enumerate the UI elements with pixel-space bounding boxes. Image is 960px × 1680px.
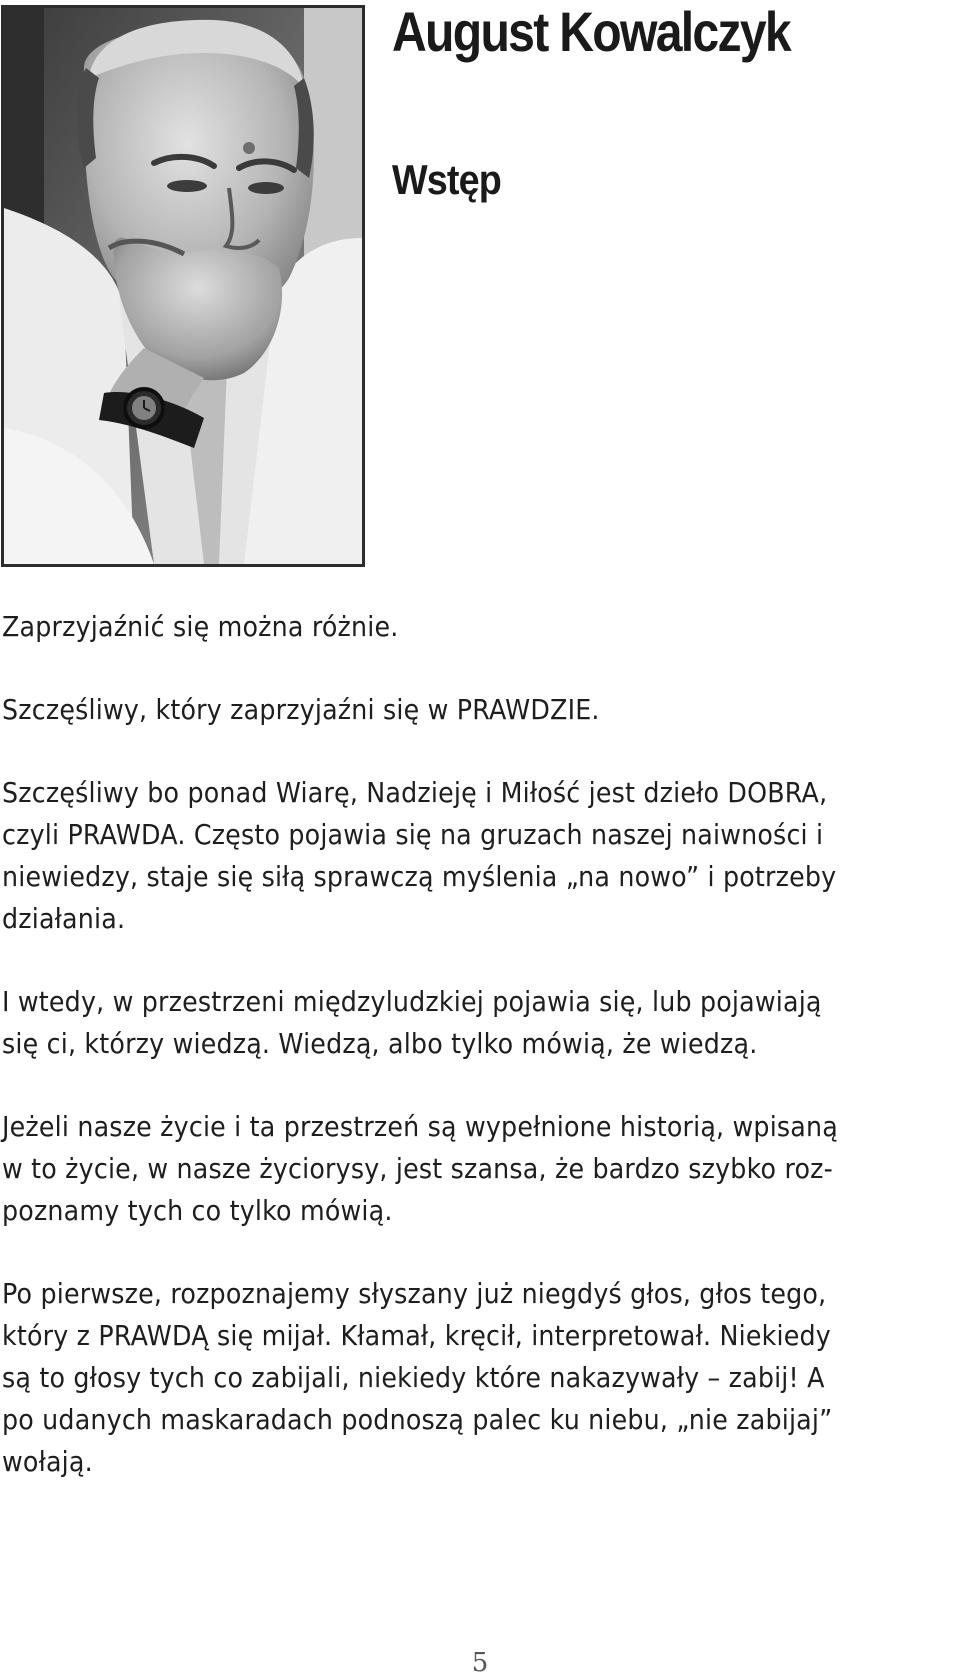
- portrait-image: [4, 8, 362, 564]
- author-name: August Kowalczyk: [392, 0, 790, 63]
- paragraph-line: Zaprzyjaźnić się można różnie.: [2, 610, 399, 643]
- paragraph-line: Szczęśliwy, który zaprzyjaźni się w PRAWDZIE.: [2, 693, 600, 726]
- paragraph-line: Jeżeli nasze życie i ta przestrzeń są wypełnione historią, wpisaną: [2, 1110, 838, 1143]
- paragraph-line: Po pierwsze, rozpoznajemy słyszany już niegdyś głos, głos tego,: [2, 1277, 827, 1310]
- paragraph-line: w to życie, w nasze życiorysy, jest szansa, że bardzo szybko roz-: [2, 1152, 833, 1185]
- paragraph-line: Szczęśliwy bo ponad Wiarę, Nadzieję i Miłość jest dzieło DOBRA,: [2, 776, 828, 809]
- paragraph-line: wołają.: [2, 1445, 93, 1478]
- paragraph-line: się ci, którzy wiedzą. Wiedzą, albo tylko mówią, że wiedzą.: [2, 1027, 758, 1060]
- paragraph-line: działania.: [2, 902, 126, 935]
- author-portrait-photo: [1, 5, 365, 567]
- paragraph-line: są to głosy tych co zabijali, niekiedy które nakazywały – zabij! A: [2, 1361, 825, 1394]
- paragraph-line: niewiedzy, staje się siłą sprawczą myślenia „na nowo” i potrzeby: [2, 860, 837, 893]
- paragraph-line: poznamy tych co tylko mówią.: [2, 1194, 393, 1227]
- paragraph-line: po udanych maskaradach podnoszą palec ku niebu, „nie zabijaj”: [2, 1403, 833, 1436]
- paragraph-line: I wtedy, w przestrzeni międzyludzkiej pojawia się, lub pojawiają: [2, 985, 822, 1018]
- page-number: 5: [471, 1648, 489, 1678]
- paragraph-line: który z PRAWDĄ się mijał. Kłamał, kręcił, interpretował. Niekiedy: [2, 1319, 831, 1352]
- section-title: Wstęp: [392, 156, 501, 203]
- paragraph-line: czyli PRAWDA. Często pojawia się na gruzach naszej naiwności i: [2, 818, 824, 851]
